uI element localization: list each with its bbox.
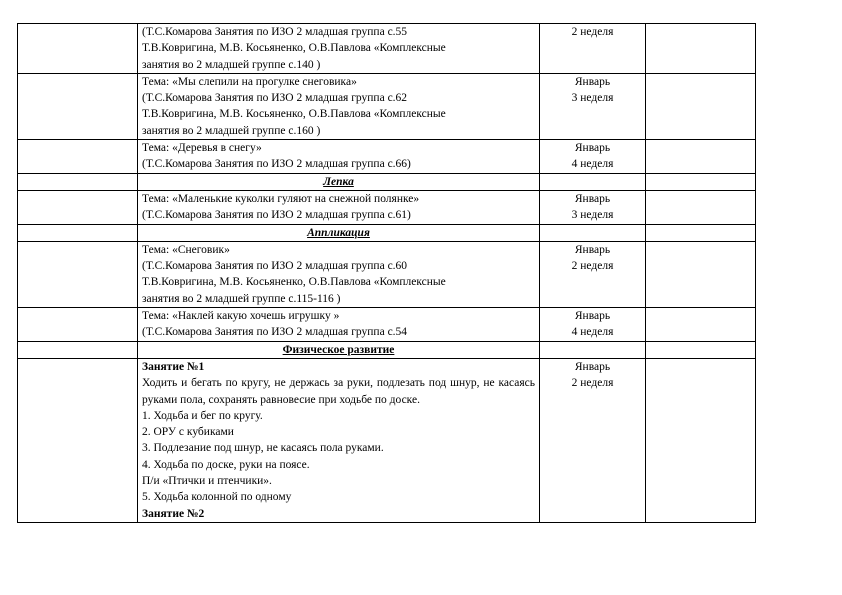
empty-cell bbox=[646, 73, 756, 139]
table-row bbox=[18, 241, 756, 307]
period-cell bbox=[540, 308, 646, 342]
topic-line: Т.В.Ковригина, М.В. Косьяненко, О.В.Павлова «Комплексные bbox=[142, 276, 446, 289]
period-line: Январь bbox=[574, 360, 611, 373]
empty-cell bbox=[18, 173, 138, 190]
section-heading: Аппликация bbox=[138, 224, 540, 241]
period-line: Январь bbox=[574, 192, 611, 205]
table-row bbox=[18, 24, 756, 74]
section-heading: Лепка bbox=[138, 173, 540, 190]
period-cell bbox=[540, 241, 646, 307]
topic-cell bbox=[138, 308, 540, 342]
empty-cell bbox=[18, 341, 138, 358]
empty-cell bbox=[18, 190, 138, 224]
period-line: 3 неделя bbox=[571, 92, 614, 105]
empty-cell bbox=[646, 24, 756, 74]
empty-cell bbox=[18, 24, 138, 74]
topic-line: Т.В.Ковригина, М.В. Косьяненко, О.В.Павлова «Комплексные bbox=[142, 42, 446, 55]
topic-cell bbox=[138, 241, 540, 307]
table-row bbox=[18, 190, 756, 224]
period-cell bbox=[540, 140, 646, 174]
exercise-item: 2. ОРУ с кубиками bbox=[142, 426, 234, 439]
lesson-title: Занятие №1 bbox=[142, 360, 205, 373]
empty-cell bbox=[18, 224, 138, 241]
plan-table bbox=[17, 23, 756, 523]
table-row bbox=[18, 341, 756, 358]
period-line: 2 неделя bbox=[571, 377, 614, 390]
exercise-item: 1. Ходьба и бег по кругу. bbox=[142, 409, 263, 422]
topic-cell bbox=[138, 24, 540, 74]
topic-line: Т.В.Ковригина, М.В. Косьяненко, О.В.Павлова «Комплексные bbox=[142, 108, 446, 121]
section-heading: Физическое развитие bbox=[138, 341, 540, 358]
empty-cell bbox=[18, 358, 138, 522]
period-line: Январь bbox=[574, 243, 611, 256]
empty-cell bbox=[646, 358, 756, 522]
topic-cell bbox=[138, 73, 540, 139]
topic-cell bbox=[138, 190, 540, 224]
topic-line: Тема: «Деревья в снегу» bbox=[142, 142, 262, 155]
empty-cell bbox=[18, 140, 138, 174]
lesson-intro: Ходить и бегать по кругу, не держась за руки, подлезать под шнур, не касаясь руками пола, сохранять равновесие при ходьбе по доске. bbox=[142, 377, 535, 406]
topic-line: занятия во 2 младшей группе с.140 ) bbox=[142, 58, 321, 71]
exercise-item: 4. Ходьба по доске, руки на поясе. bbox=[142, 458, 310, 471]
topic-line: (Т.С.Комарова Занятия по ИЗО 2 младшая группа с.66) bbox=[142, 158, 411, 171]
lesson-title: Занятие №2 bbox=[142, 507, 205, 520]
topic-line: (Т.С.Комарова Занятия по ИЗО 2 младшая группа с.62 bbox=[142, 92, 408, 105]
table-row bbox=[18, 358, 756, 522]
empty-cell bbox=[540, 341, 646, 358]
topic-line: (Т.С.Комарова Занятия по ИЗО 2 младшая группа с.61) bbox=[142, 209, 411, 222]
empty-cell bbox=[540, 173, 646, 190]
physical-lesson-cell bbox=[138, 358, 540, 522]
exercise-item: 3. Подлезание под шнур, не касаясь пола руками. bbox=[142, 442, 384, 455]
topic-line: Тема: «Мы слепили на прогулке снеговика» bbox=[142, 75, 357, 88]
topic-line: Тема: «Наклей какую хочешь игрушку » bbox=[142, 310, 340, 323]
period-line: 3 неделя bbox=[571, 209, 614, 222]
period-line: 4 неделя bbox=[571, 158, 614, 171]
topic-line: занятия во 2 младшей группе с.160 ) bbox=[142, 124, 321, 137]
topic-line: (Т.С.Комарова Занятия по ИЗО 2 младшая группа с.54 bbox=[142, 326, 408, 339]
table-row bbox=[18, 224, 756, 241]
period-line: 2 неделя bbox=[571, 260, 614, 273]
topic-line: занятия во 2 младшей группе с.115-116 ) bbox=[142, 292, 341, 305]
topic-line: (Т.С.Комарова Занятия по ИЗО 2 младшая группа с.55 bbox=[142, 26, 408, 38]
empty-cell bbox=[646, 173, 756, 190]
topic-line: (Т.С.Комарова Занятия по ИЗО 2 младшая группа с.60 bbox=[142, 260, 408, 273]
empty-cell bbox=[18, 241, 138, 307]
empty-cell bbox=[646, 140, 756, 174]
empty-cell bbox=[646, 224, 756, 241]
period-line: 2 неделя bbox=[571, 26, 614, 38]
period-cell bbox=[540, 190, 646, 224]
period-cell bbox=[540, 73, 646, 139]
table-row bbox=[18, 173, 756, 190]
table-row bbox=[18, 140, 756, 174]
empty-cell bbox=[18, 308, 138, 342]
period-line: Январь bbox=[574, 75, 611, 88]
exercise-item: 5. Ходьба колонной по одному bbox=[142, 491, 292, 504]
table-row bbox=[18, 308, 756, 342]
period-line: Январь bbox=[574, 142, 611, 155]
empty-cell bbox=[540, 224, 646, 241]
empty-cell bbox=[646, 190, 756, 224]
period-line: 4 неделя bbox=[571, 326, 614, 339]
empty-cell bbox=[646, 308, 756, 342]
period-line: Январь bbox=[574, 310, 611, 323]
period-cell bbox=[540, 358, 646, 522]
empty-cell bbox=[646, 241, 756, 307]
period-cell bbox=[540, 24, 646, 74]
table-row bbox=[18, 73, 756, 139]
topic-line: Тема: «Снеговик» bbox=[142, 243, 230, 256]
exercise-item: П/и «Птички и птенчики». bbox=[142, 475, 272, 488]
topic-cell bbox=[138, 140, 540, 174]
empty-cell bbox=[646, 341, 756, 358]
empty-cell bbox=[18, 73, 138, 139]
topic-line: Тема: «Маленькие куколки гуляют на снежной полянке» bbox=[142, 192, 420, 205]
